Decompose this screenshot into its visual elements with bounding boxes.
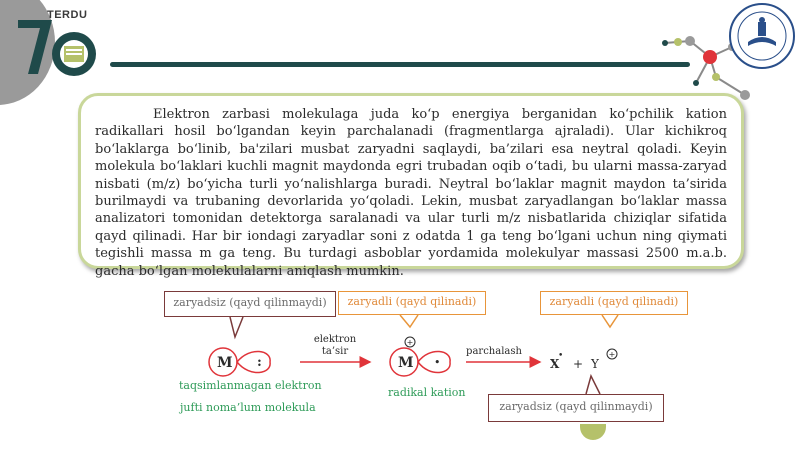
charged-label-box-1: zaryadli (qayd qilinadi) bbox=[338, 291, 486, 315]
caption-molecule-line1: taqsimlanmagan elektron bbox=[179, 379, 322, 392]
arrow2-label: parchalash bbox=[466, 346, 522, 357]
lone-pair-lobe bbox=[237, 351, 270, 372]
radical-dot: • bbox=[434, 356, 441, 369]
arrow1-label-2: ta’sir bbox=[321, 346, 349, 357]
callout-pointer-1 bbox=[230, 317, 243, 337]
callout-pointer-2 bbox=[400, 315, 418, 327]
charged-label-box-2: zaryadli (qayd qilinadi) bbox=[540, 291, 688, 315]
fragment-x-dot: • bbox=[558, 351, 564, 361]
callout-pointer-4 bbox=[586, 376, 600, 394]
svg-text:+: + bbox=[406, 338, 414, 347]
arrow1-label-1: elektron bbox=[313, 334, 357, 345]
uncharged-label-box-1: zaryadsiz (qayd qilinmaydi) bbox=[164, 291, 336, 317]
caption-radical-cation: radikal kation bbox=[388, 386, 466, 399]
caption-molecule-line2: jufti noma’lum molekula bbox=[180, 401, 316, 414]
radical-symbol: M bbox=[398, 355, 414, 371]
fragment-x: X bbox=[550, 357, 560, 371]
lone-pair-symbol: : bbox=[257, 355, 262, 370]
callout-pointer-3 bbox=[602, 315, 618, 327]
svg-text:+: + bbox=[608, 350, 616, 359]
molecule-symbol: M bbox=[217, 355, 233, 371]
uncharged-label-box-2: zaryadsiz (qayd qilinmaydi) bbox=[488, 394, 664, 422]
plus-between-fragments: + bbox=[573, 357, 584, 371]
logo-text: TERDU bbox=[47, 9, 88, 21]
explanation-paragraph: Elektron zarbasi molekulaga juda ko‘p energiya berganidan ko‘pchilik kation radikallari hosil bo‘lgandan keyin parchalanadi (fragmentlarga ajraladi). Ular kichikroq bo‘laklarga bo‘linib, ba'zilari musbat zaryadni saqlaydi, ba’zilari esa neytral qoladi. Keyin molekula bo‘laklari kuchli magnit maydonda egri trubadan oqib o‘tadi, bu ularni massa-zaryad nisbati (m/z) bo‘yicha turli yo‘nalishlarga buradi. Neytral bo‘laklar magnit maydon ta’sirida burilmaydi va trubaning devorlarida yo‘qoladi. Lekin, musbat zaryadlangan bo‘laklar massa analizatori tomonidan detektorga saralanadi va ular turli m/z nisbatlarida chiziqlar sifatida qayd qilinadi. Har bir iondagi zaryadlar soni z odatda 1 ga teng bo‘lgani uchun ning qiymati tegishli massa m ga teng. Bu turdagi asboblar yordamida molekulyar massasi 2500 m.a.b. gacha bo‘lgan molekulalarni aniqlash mumkin. bbox=[95, 107, 727, 279]
fragment-y: Y bbox=[591, 357, 599, 371]
